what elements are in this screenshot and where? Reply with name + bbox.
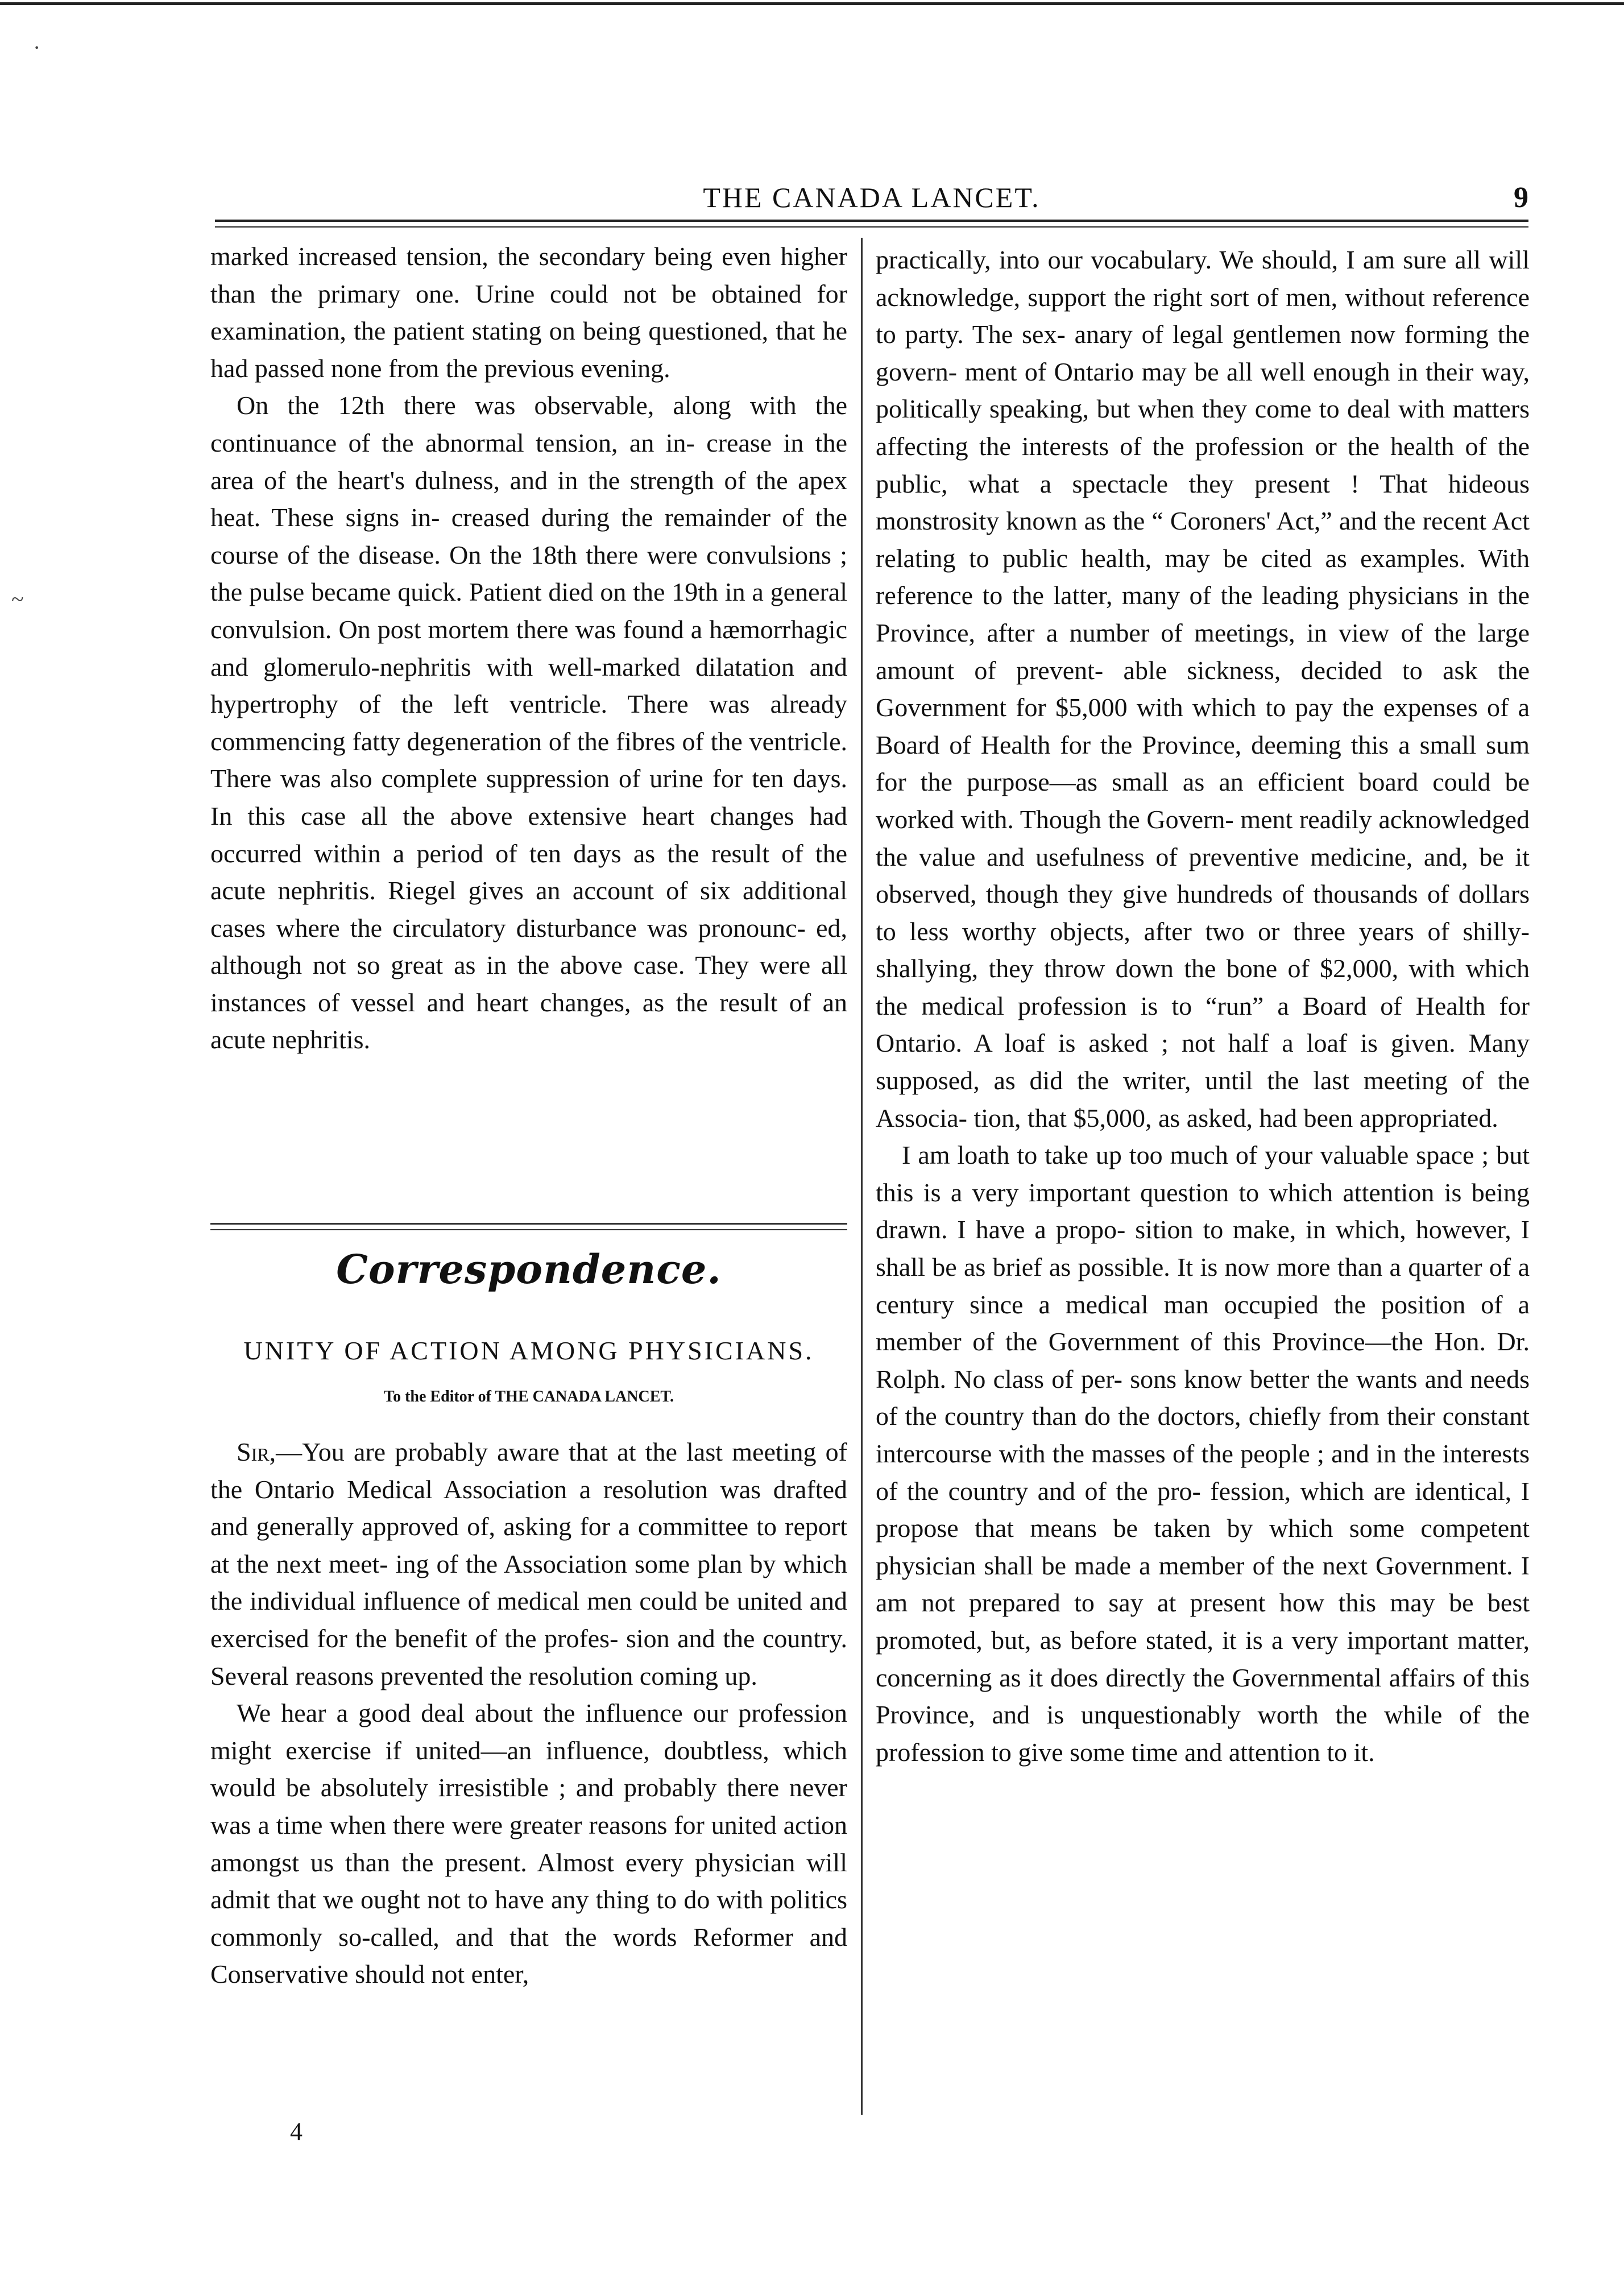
paragraph: practically, into our vocabulary. We should, I am sure all will acknowledge, support the right sort of men, without reference to party. The sex- anary of legal gentlemen now forming the govern- ment of Ontario may be all well enough in their way, politically speaking, but when they come to deal with matters affecting the interests of the profession or the health of the public, what a spectacle they present ! That hideous monstrosity known as the “ Coroners' Act,” and the recent Act relating to public health, may be cited as examples. With reference to the latter, many of the leading physicians in the Province, after a number of meetings, in view of the large amount of prevent- able sickness, decided to ask the Government for $5,000 with which to pay the expenses of a Board of Health for the Province, deeming this a small sum for the purpose—as small as an efficient board could be worked with. Though the Govern- ment readily acknowledged the value and usefulness of preventive medicine, and, be it observed, though they give hundreds of thousands of dollars to less worthy objects, after two or three years of shilly- shallying, they throw down the bone of $2,000, with which the medical profession is to “run” a Board of Health for Ontario. A loaf is asked ; not half a loaf is given. Many supposed, as did the writer, until the last meeting of the Associa- tion, that $5,000, as asked, had been appropriated. (876, 245, 1530, 1132)
journal-title: THE CANADA LANCET. (703, 181, 1041, 213)
paragraph: I am loath to take up too much of your valuable space ; but this is a very important question to which attention is being drawn. I have a propo- sition to make, in which, however, I shall be as brief as possible. It is now more than a quarter of a century since a medical man occupied the position of a member of the Government of this Province—the Hon. Dr. Rolph. No class of per- sons know better the wants and needs of the country than do the doctors, chiefly from their constant intercourse with the masses of the people ; and in the interests of the country and of the pro- fession, which are identical, I propose that means be taken by which some competent physician shall be made a member of the next Government. I am not prepared to say at present how this may be best promoted, but, as before stated, it is a very important matter, concerning as it does directly the Governmental affairs of this Province, and is unquestionably worth the while of the profession to give some time and attention to it. (876, 1140, 1530, 1767)
signature-mark: 4 (290, 2118, 303, 2145)
running-header (215, 181, 1528, 221)
letter-paragraph (210, 1433, 847, 1694)
paragraph: marked increased tension, the secondary being even higher than the primary one. Urine could not be obtained for examination, the patient stating on being questioned, that he had passed none from the previous evening. (210, 242, 847, 383)
left-column-letter (210, 1433, 847, 1993)
left-column-top (210, 238, 847, 1059)
letter-paragraph: We hear a good deal about the influence our profession might exercise if united—an influence, doubtless, which would be absolutely irresistible ; and probably there never was a time when there were greater reasons for united action amongst us than the present. Almost every physician will admit that we ought not to have any thing to do with politics commonly so-called, and that the words Reformer and Conservative should not enter, (210, 1698, 847, 1989)
section-title: Correspondence. (336, 1246, 722, 1293)
separator-rule (210, 1229, 847, 1230)
separator-rule (210, 1223, 847, 1225)
margin-mark: · (33, 35, 41, 60)
section-separator (210, 1223, 847, 1230)
right-column (876, 241, 1530, 1771)
editor-line: To the Editor of THE CANADA LANCET. (383, 1388, 674, 1405)
margin-mark: ~ (11, 586, 24, 612)
page-number: 9 (1514, 181, 1528, 214)
article-heading: UNITY OF ACTION AMONG PHYSICIANS. (243, 1336, 814, 1365)
salutation: Sir, (237, 1437, 276, 1466)
top-edge-rule (0, 2, 1624, 5)
column-divider (861, 238, 863, 2115)
header-rule-thin (215, 226, 1528, 228)
paragraph: On the 12th there was observable, along with the continuance of the abnormal tension, an in- crease in the area of the heart's dulness, and in the strength of the apex heat. These signs in- creased during the remainder of the course of the disease. On the 18th there were convulsions ; the pulse became quick. Patient died on the 19th in a general convulsion. On post mortem there was found a hæmorrhagic and glomerulo-nephritis with well-marked dilatation and hypertrophy of the left ventricle. There was already commencing fatty degeneration of the fibres of the ventricle. There was also complete suppression of urine for ten days. In this case all the above extensive heart changes had occurred within a period of ten days as the result of the acute nephritis. Riegel gives an account of six additional cases where the circulatory disturbance was pronounc- ed, although not so great as in the above case. They were all instances of vessel and heart changes, as the result of an acute nephritis. (210, 391, 847, 1055)
letter-text: —You are probably aware that at the last meeting of the Ontario Medical Association a resolution was drafted and generally approved of, asking for a committee to report at the next meet- ing of the Association some plan by which the individual influence of medical men could be united and exercised for the benefit of the profes- sion and the country. Several reasons prevented the resolution coming up. (210, 1437, 847, 1690)
header-rule (215, 220, 1528, 222)
